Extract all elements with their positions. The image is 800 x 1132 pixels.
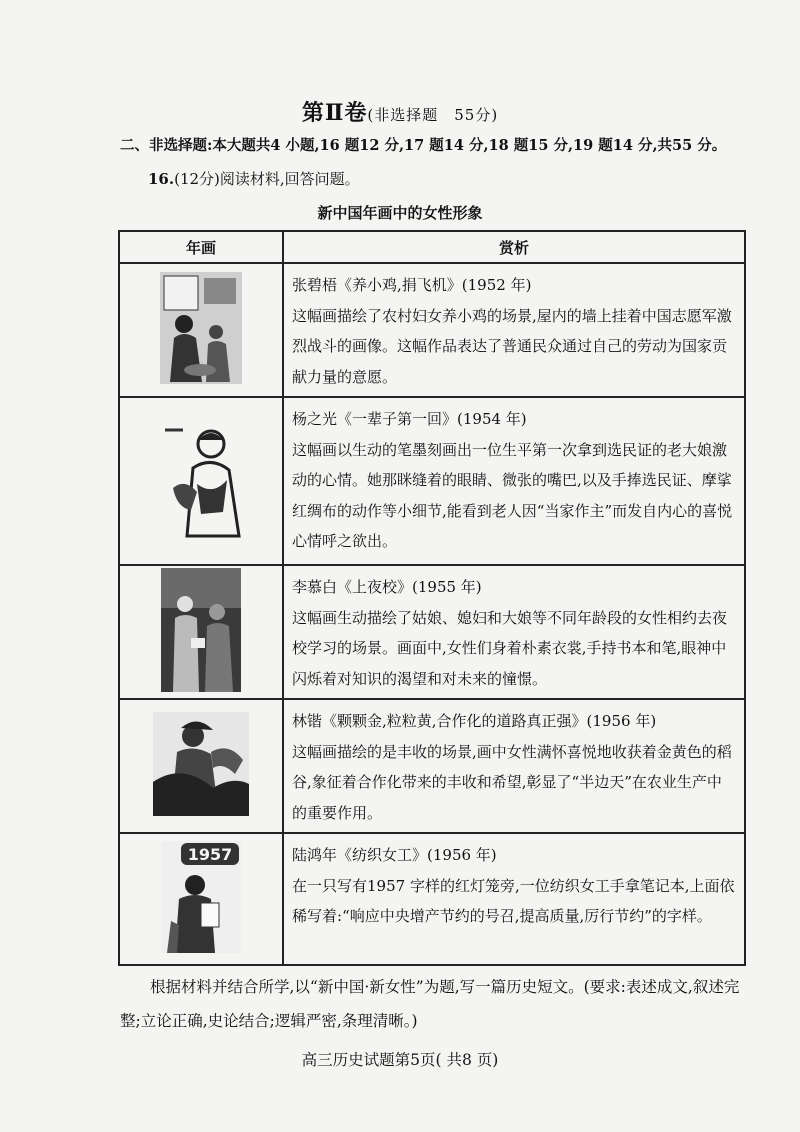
table-title: 新中国年画中的女性形象 (317, 204, 483, 222)
column-header-image: 年画 (119, 231, 283, 263)
artwork-image-raising-chicks (160, 272, 242, 384)
lantern-year-text: 1957 (187, 845, 233, 864)
volume-title-main: 第Ⅱ卷 (301, 100, 368, 126)
artwork-title: 林锴《颗颗金,粒粒黄,合作化的道路真正强》(1956 年) (292, 712, 657, 730)
artwork-title: 李慕白《上夜校》(1955 年) (292, 578, 482, 596)
table-row (119, 833, 745, 965)
artwork-description-cell (283, 699, 745, 833)
volume-title (0, 96, 800, 127)
question-16-prompt (148, 168, 360, 189)
artwork-image-harvest (153, 712, 249, 816)
table-row (119, 397, 745, 565)
table-row (119, 565, 745, 699)
artwork-description-cell (283, 263, 745, 397)
column-header-text: 赏析 (283, 231, 745, 263)
question-number: 16. (148, 170, 175, 188)
question-points: (12分) (174, 170, 220, 188)
question-instruction: 阅读材料,回答问题。 (219, 170, 360, 188)
artwork-description-cell (283, 397, 745, 565)
essay-prompt: 根据材料并结合所学,以“新中国·新女性”为题,写一篇历史短文。(要求:表述成文,叙述完整;立论正确,史论结合;逻辑严密,条理清晰。) (120, 978, 740, 1030)
section-heading: 二、非选择题:本大题共4 小题,16 题12 分,17 题14 分,18 题15 分,19 题14 分,共55 分。 (120, 137, 727, 154)
page-footer: 高三历史试题第5页( 共8 页) (301, 1051, 499, 1069)
artwork-title: 陆鸿年《纺织女工》(1956 年) (292, 846, 497, 864)
table-header-row (119, 231, 745, 263)
artwork-title: 张碧梧《养小鸡,捐飞机》(1952 年) (292, 276, 532, 294)
artwork-title: 杨之光《一辈子第一回》(1954 年) (292, 410, 527, 428)
artwork-description: 这幅画以生动的笔墨刻画出一位生平第一次拿到选民证的老大娘激动的心情。她那眯缝着的眼睛、微张的嘴巴,以及手捧选民证、摩挲红绸布的动作等小细节,能看到老人因“当家作主”而发自内心的喜悦心情呼之欲出。 (292, 440, 733, 550)
artwork-table (118, 230, 746, 966)
table-row (119, 699, 745, 833)
artwork-image-cell (119, 397, 283, 565)
artwork-image-night-school (161, 568, 241, 692)
artwork-image-cell (119, 699, 283, 833)
artwork-description-cell (283, 833, 745, 965)
table-row (119, 263, 745, 397)
artwork-description: 这幅画描绘了农村妇女养小鸡的场景,屋内的墙上挂着中国志愿军激烈战斗的画像。这幅作品表达了普通民众通过自己的劳动为国家贡献力量的意愿。 (292, 306, 732, 386)
artwork-description: 这幅画描绘的是丰收的场景,画中女性满怀喜悦地收获着金黄色的稻谷,象征着合作化带来的丰收和希望,彰显了“半边天”在农业生产中的重要作用。 (292, 742, 732, 822)
artwork-image-cell (119, 833, 283, 965)
artwork-description: 这幅画生动描绘了姑娘、媳妇和大娘等不同年龄段的女性相约去夜校学习的场景。画面中,女性们身着朴素衣裳,手持书本和笔,眼神中闪烁着对知识的渴望和对未来的憧憬。 (292, 608, 728, 688)
artwork-image-textile-worker (161, 841, 241, 953)
artwork-image-cell (119, 565, 283, 699)
volume-title-sub: (非选择题 55分) (367, 106, 499, 124)
artwork-image-first-time (153, 418, 249, 540)
artwork-image-cell (119, 263, 283, 397)
artwork-description-cell (283, 565, 745, 699)
artwork-description: 在一只写有1957 字样的红灯笼旁,一位纺织女工手拿笔记本,上面依稀写着:“响应中央增产节约的号召,提高质量,厉行节约”的字样。 (292, 876, 735, 925)
